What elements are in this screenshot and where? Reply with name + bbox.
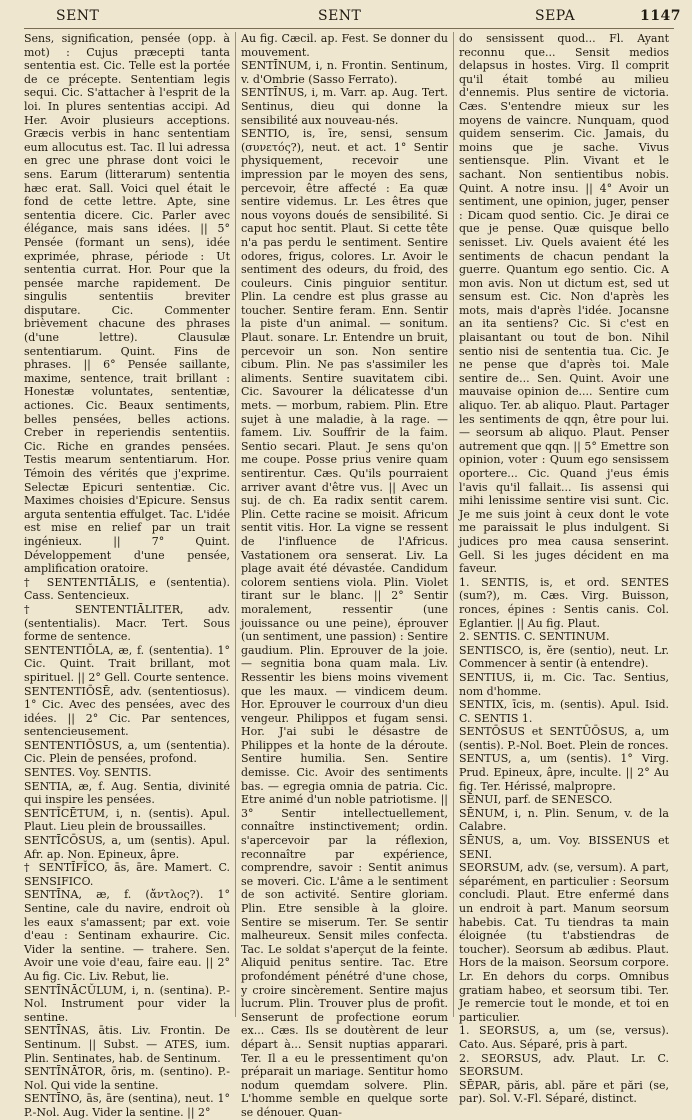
dictionary-entry: SENTIO, is, īre, sensi, sensum (συνετός?), neut. et act. 1° Sentir physiquement, recevoir une impression par le moyen des sens, percevoir, être affecté : Ea quæ sentire videmus. Lr. Les êtres que nous voyons doués de sensibilité. Si caput hoc sentit. Plaut. Si cette tête n'a pas perdu le sentiment. Sentire odores, frigus, colores. Lr. Avoir le sentiment des odeurs, du froid, des couleurs. Cinis pinguior sentitur. Plin. La cendre est plus grasse au toucher. Sentire feram. Enn. Sentir la piste d'un animal. — sonitum. Plaut. sonare. Lr. Entendre un bruit, percevoir un son. Non sentire cibum. Plin. Ne pas s'assimiler les aliments. Sentire suavitatem cibi. Cic. Savourer la délicatesse d'un mets. — morbum, rabiem. Plin. Etre sujet à une maladie, à la rage. — famem. Liv. Souffrir de la faim. Sentio secari. Plaut. Je sens qu'on me coupe. Posse prius venire quam sentirentur. Cæs. Qu'ils pourraient arriver avant d'être vus. || Avec un suj. de ch. Ea radix sentit carem. Plin. Cette racine se moisit. Africum sentit vitis. Hor. La vigne se ressent de l'influence de l'Africus. Vastationem ora senserat. Liv. La plage avait été dévastée. Candidum colorem sentiens viola. Plin. Violet tirant sur le blanc. || 2° Sentir moralement, ressentir (une jouissance ou une peine), éprouver (un sentiment, une passion) : Sentire gaudium. Plin. Eprouver de la joie. — segnitia bona quam mala. Liv. Ressentir les biens moins vivement que les maux. — vindicem deum. Hor. Eprouver le courroux d'un dieu vengeur. Philippos et fugam sensi. Hor. J'ai subi le désastre de Philippes et la honte de la déroute. Sentire humilia. Sen. Sentire demisse. Cic. Avoir des sentiments bas. — egregia omnia de patria. Cic. Etre animé d'un noble patriotisme. || 3° Sentir intellectuellement, connaître instinctivement; ordin. s'apercevoir par la réflexion, reconnaître par expérience, comprendre, savoir : Sentit animus se moveri. Cic. L'âme a le sentiment de son activité. Sentire gloriam. Plin. Etre sensible à la gloire. Sentire se miserum. Ter. Se sentir malheureux. Sensit miles confecta. Tac. Le soldat s'aperçut de la feinte. Aliquid penitus sentire. Tac. Etre profondément pénétré d'une chose, y croire sincèrement. Sentire majus lucrum. Plin. Trouver plus de profit. Senserunt de profectione eorum ex... Cæs. Ils se doutèrent de leur départ à... Sensit nuptias apparari. Ter. Il a eu le pressentiment qu'on préparait un mariage. Sentitur homo nodum quemdam solvere. Plin. L'homme semble en quelque sorte se dénouer. Quan- — [241, 127, 448, 1119]
dictionary-entry: SENTENTIŌSĒ, adv. (sententiosus). 1° Cic. Avec des pensées, avec des idées. || 2° Cic. Par sentences, sentencieusement. — [24, 684, 230, 739]
header-right-guideword: SEPA — [535, 8, 576, 24]
dictionary-entry: SENTISCO, is, ĕre (sentio), neut. Lr. Commencer à sentir (à entendre). — [459, 643, 669, 671]
dictionary-entry: SENTĪNUM, i, n. Frontin. Sentinum, v. d'Ombrie (Sasso Ferrato). — [241, 59, 448, 86]
dictionary-entry: SENTĪNAS, ātis. Liv. Frontin. De Sentinum. || Subst. — ATES, ium. Plin. Sentinates, hab. de Sentinum. — [24, 1024, 230, 1065]
dictionary-entry: SENTĪNO, ās, āre (sentina), neut. 1° P.-Nol. Aug. Vider la sentine. || 2° — [24, 1092, 230, 1119]
dictionary-entry: † SENTĪFĬCO, ās, āre. Mamert. C. SENSIFICO. — [24, 861, 230, 888]
dictionary-entry: SĒNUS, a, um. Voy. BISSENUS et SENI. — [459, 834, 669, 861]
dictionary-entry: 1. SENTIS, is, et ord. SENTES (sum?), m. Cæs. Virg. Buisson, ronces, épines : Sentis canis. Col. Eglantier. || Au fig. Plaut. — [459, 575, 669, 630]
column-divider — [235, 32, 236, 1017]
dictionary-entry: 1. SEORSUS, a, um (se, versus). Cato. Aus. Séparé, pris à part. — [459, 1024, 669, 1051]
dictionary-entry: SĒNUI, parf. de SENESCO. — [459, 793, 613, 807]
dictionary-entry: † SENTENTIĀLITER, adv. (sententialis). Macr. Tert. Sous forme de sentence. — [24, 602, 230, 644]
column-1 — [24, 32, 230, 1119]
page-number: 1147 — [640, 8, 681, 24]
dictionary-entry: SENTŌSUS et SENTŪŌSUS, a, um (sentis). P.-Nol. Boet. Plein de ronces. — [459, 725, 669, 752]
dictionary-entry: SENTĬCĒTUM, i, n. (sentis). Apul. Plaut. Lieu plein de broussailles. — [24, 806, 230, 834]
dictionary-entry: 2. SEORSUS, adv. Plaut. Lr. C. SEORSUM. — [459, 1051, 669, 1079]
dictionary-entry: 2. SENTIS. C. SENTINUM. — [459, 630, 610, 644]
dictionary-entry: SENTES. Voy. SENTIS. — [24, 766, 152, 780]
header-left-guideword: SENT — [56, 8, 100, 24]
column-2 — [241, 32, 448, 1119]
dictionary-entry: SENTĪNUS, i, m. Varr. ap. Aug. Tert. Sentinus, dieu qui donne la sensibilité aux nouveau-nés. — [241, 86, 448, 127]
column-3 — [459, 32, 669, 1106]
page-header — [0, 0, 692, 34]
dictionary-entry: SĒNUM, i, n. Plin. Senum, v. de la Calabre. — [459, 806, 669, 834]
dictionary-entry: † SENTENTIĀLIS, e (sententia). Cass. Sentencieux. — [24, 575, 230, 603]
dictionary-entry: SENTENTIŌSUS, a, um (sententia). Cic. Plein de pensées, profond. — [24, 738, 230, 766]
dictionary-entry: SENTĪCŌSUS, a, um (sentis). Apul. Afr. ap. Non. Epineux, âpre. — [24, 834, 230, 861]
header-rule — [24, 28, 674, 29]
dictionary-entry: SENTIX, īcis, m. (sentis). Apul. Isid. C. SENTIS 1. — [459, 698, 669, 725]
header-center-guideword: SENT — [318, 8, 362, 24]
dictionary-entry: SEORSUM, adv. (se, versum). A part, séparément, en particulier : Seorsum concludi. Plaut. Etre enfermé dans un endroit à part. Manum seorsum habebis. Cat. Tu tiendras ta main éloignée (tu t'abstiendras de toucher). Seorsum ab ædibus. Plaut. Hors de la maison. Seorsum corpore. Lr. En dehors du corps. Omnibus gratiam habeo, et seorsum tibi. Ter. Je remercie tout le monde, et toi en particulier. — [459, 861, 669, 1024]
dictionary-entry: SENTĪNĀTOR, ōris, m. (sentino). P.-Nol. Qui vide la sentine. — [24, 1065, 230, 1092]
dictionary-entry: Sens, signification, pensée (opp. à mot) : Cujus præcepti tanta sententia est. Cic. Telle est la portée de ce précepte. Sententiam legis sequi. Cic. S'attacher à l'esprit de la loi. In plures sententias accipi. Ad Her. Avoir plusieurs acceptions. Græcis verbis in hanc sententiam eum allocutus est. Tac. Il lui adressa en grec une phrase dont voici le sens. Earum (litterarum) sententia hæc erat. Sall. Voici quel était le fond de cette lettre. Apte, sine sententia dicere. Cic. Parler avec élégance, mais sans idées. || 5° Pensée (formant un sens), idée exprimée, phrase, période : Ut sententia currat. Hor. Pour que la pensée marche rapidement. De singulis sententiis breviter disputare. Cic. Commenter brièvement chacune des phrases (d'une lettre). Clausulæ sententiarum. Quint. Fins de phrases. || 6° Pensée saillante, maxime, sentence, trait brillant : Honestæ voluntates, sententiæ, actiones. Cic. Beaux sentiments, belles pensées, belles actions. Creber in reperiendis sententiis. Cic. Riche en grandes pensées. Testis mearum sententiarum. Hor. Témoin des vérités que j'exprime. Selectæ Epicuri sententiæ. Cic. Maximes choisies d'Epicure. Sensus arguta sententia effulget. Tac. L'idée est mise en relief par un trait ingénieux. || 7° Quint. Développement d'une pensée, amplification oratoire. — [24, 32, 230, 576]
column-divider — [453, 32, 454, 1017]
dictionary-entry: Au fig. Cæcil. ap. Fest. Se donner du mouvement. — [241, 32, 448, 59]
dictionary-entry: SĒPAR, păris, abl. păre et pări (se, par). Sol. V.-Fl. Séparé, distinct. — [459, 1078, 669, 1106]
dictionary-entry: SENTĪNA, æ, f. (ἄντλος?). 1° Sentine, cale du navire, endroit où les eaux s'amassent; par ext. voie d'eau : Sentinam exhaurire. Cic. Vider la sentine. — trahere. Sen. Avoir une voie d'eau, faire eau. || 2° Au fig. Cic. Liv. Rebut, lie. — [24, 888, 230, 983]
dictionary-entry: SENTĪNĀCŬLUM, i, n. (sentina). P.-Nol. Instrument pour vider la sentine. — [24, 983, 230, 1024]
dictionary-entry: SENTIA, æ, f. Aug. Sentia, divinité qui inspire les pensées. — [24, 779, 230, 807]
dictionary-entry: SENTIUS, ii, m. Cic. Tac. Sentius, nom d'homme. — [459, 670, 669, 698]
dictionary-entry: do sensissent quod... Fl. Ayant reconnu que... Sensit medios delapsus in hostes. Virg. Il comprit qu'il était tombé au milieu d'ennemis. Plus sentire de victoria. Cæs. S'entendre mieux sur les moyens de vaincre. Nunquam, quod quidem senserim. Cic. Jamais, du moins que je sache. Vivus sentiensque. Plin. Vivant et le sachant. Non sentientibus nobis. Quint. A notre insu. || 4° Avoir un sentiment, une opinion, juger, penser : Dicam quod sentio. Cic. Je dirai ce que je pense. Quæ quisque bello senisset. Liv. Quels avaient été les sentiments de chacun pendant la guerre. Quantum ego sentio. Cic. A mon avis. Non ut dictum est, sed ut sensum est. Cic. Non d'après les mots, mais d'après l'idée. Jocansne an ita sentiens? Cic. Si c'est en plaisantant ou tout de bon. Nihil sentio nisi de sententia tua. Cic. Je ne pense que d'après toi. Male sentire de... Sen. Quint. Avoir une mauvaise opinion de.... Sentire cum aliquo. Ter. ab aliquo. Plaut. Partager les sentiments de qqn, être pour lui. — seorsum ab aliquo. Plaut. Penser autrement que qqn. || 5° Emettre son opinion, voter : Quum ego sensissem oportere... Cic. Quand j'eus émis l'avis qu'il fallait... Iis assensi qui mihi lenissime sentire visi sunt. Cic. Je me suis joint à ceux dont le vote me paraissait le plus indulgent. Si judices pro mea causa senserint. Gell. Si les juges décident en ma faveur. — [459, 32, 669, 576]
dictionary-entry: SENTENTIŎLA, æ, f. (sententia). 1° Cic. Quint. Trait brillant, mot spirituel. || 2° Gell. Courte sentence. — [24, 643, 230, 684]
dictionary-entry: SENTUS, a, um (sentis). 1° Virg. Prud. Epineux, âpre, inculte. || 2° Au fig. Ter. Hérissé, malpropre. — [459, 752, 669, 793]
